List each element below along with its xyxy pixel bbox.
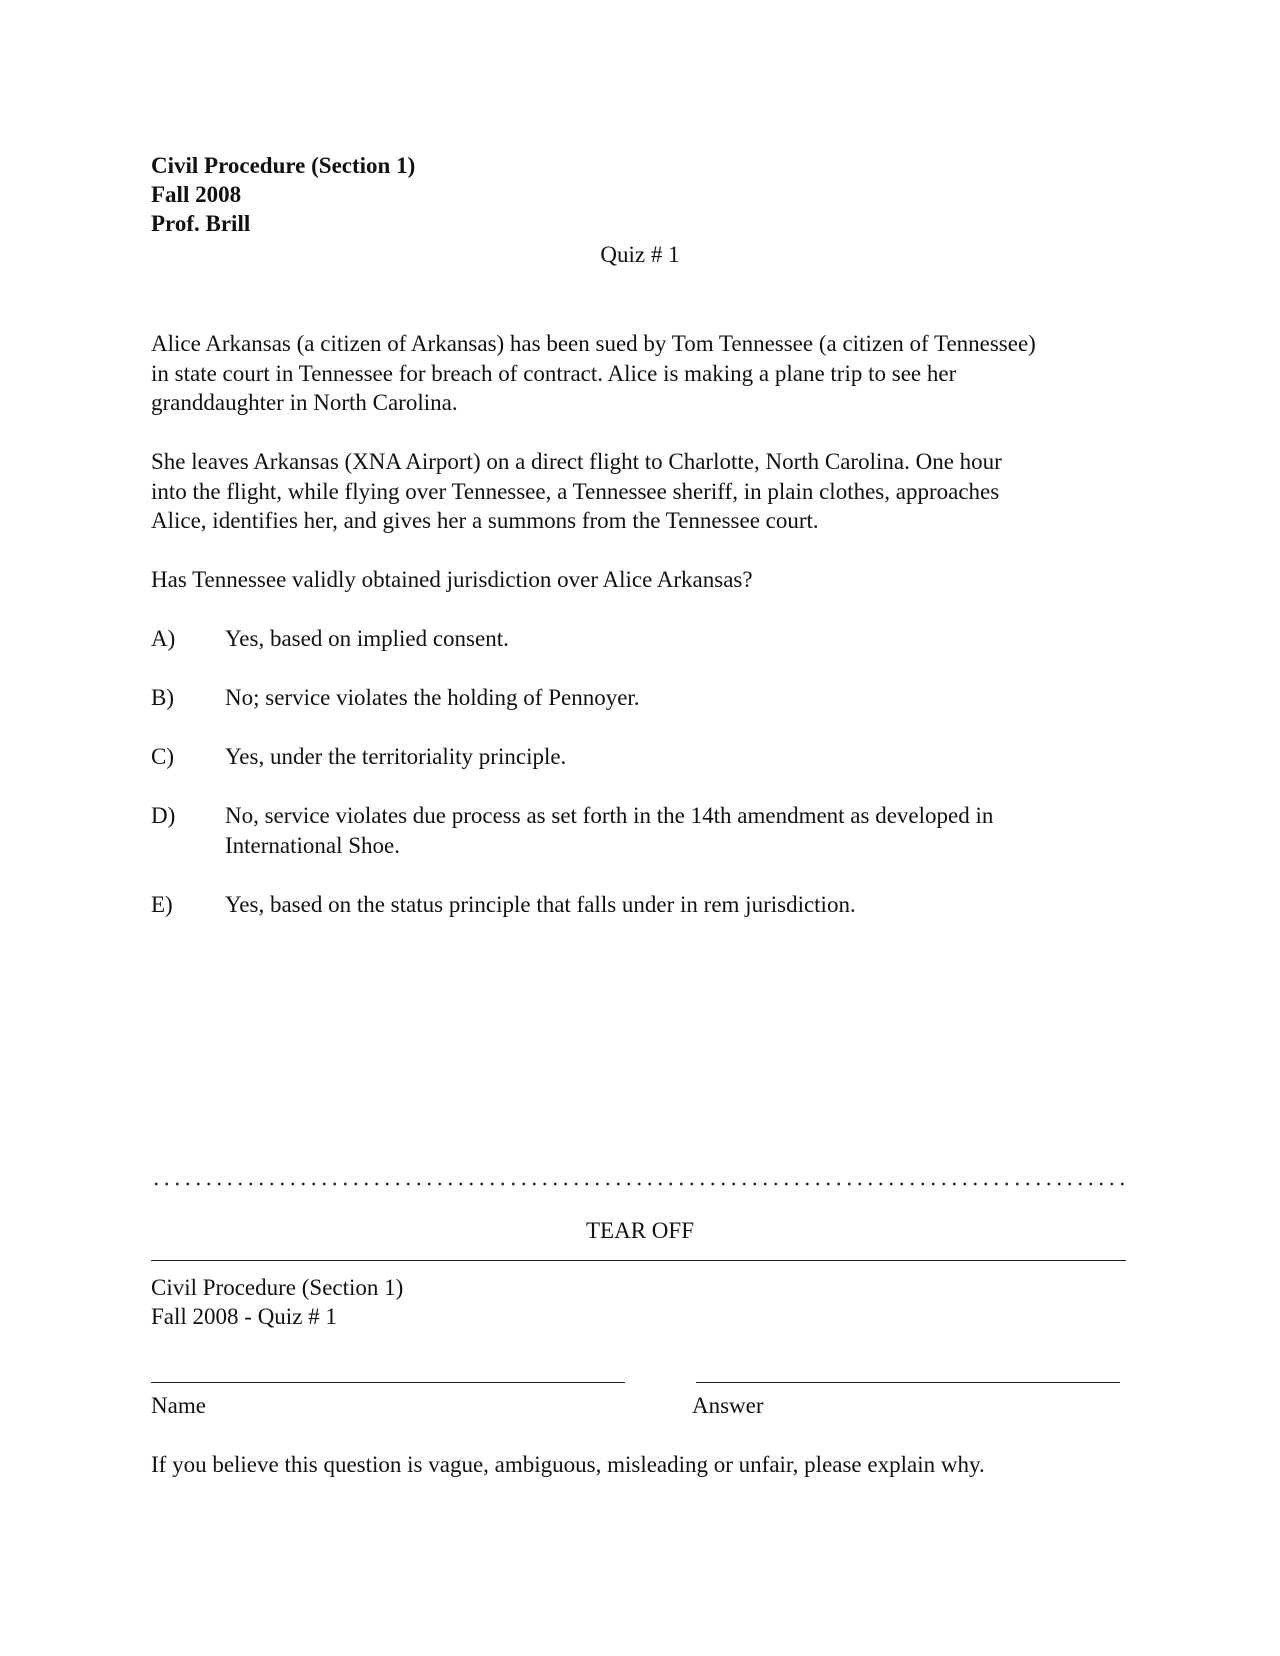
- option-line: Yes, based on implied consent.: [225, 626, 509, 651]
- option-a-letter: A): [151, 626, 176, 651]
- option-line: Yes, under the territoriality principle.: [225, 744, 567, 769]
- tear-off-course: Civil Procedure (Section 1): [151, 1275, 404, 1300]
- option-e-text: [225, 890, 1145, 920]
- option-line: International Shoe.: [225, 832, 401, 858]
- option-d-text: [225, 801, 1145, 860]
- question-line: Has Tennessee validly obtained jurisdiction over Alice Arkansas?: [151, 567, 753, 592]
- paragraph-line: into the flight, while flying over Tennessee, a Tennessee sheriff, in plain clothes, approaches: [151, 478, 1000, 504]
- option-line: No; service violates the holding of Pennoyer.: [225, 685, 640, 710]
- tear-off-term-quiz: Fall 2008 - Quiz # 1: [151, 1304, 337, 1329]
- option-c-text: [225, 742, 1145, 772]
- option-a-text: [225, 624, 1145, 654]
- feedback-note: If you believe this question is vague, ambiguous, misleading or unfair, please explain why.: [151, 1452, 985, 1477]
- paragraph-line: Alice, identifies her, and gives her a summons from the Tennessee court.: [151, 508, 819, 533]
- term: Fall 2008: [151, 182, 242, 207]
- paragraph-line: Alice Arkansas (a citizen of Arkansas) has been sued by Tom Tennessee (a citizen of Tennessee): [151, 331, 1036, 356]
- paragraph-line: granddaughter in North Carolina.: [151, 390, 458, 415]
- option-b-text: [225, 683, 1145, 713]
- tear-off-label: TEAR OFF: [586, 1218, 694, 1243]
- question-text: [151, 565, 1141, 595]
- option-c-letter: C): [151, 744, 174, 769]
- option-d-letter: D): [151, 803, 176, 828]
- option-line: Yes, based on the status principle that falls under in rem jurisdiction.: [225, 892, 856, 917]
- fact-paragraph-2: [151, 447, 1141, 536]
- professor: Prof. Brill: [151, 211, 251, 236]
- name-line[interactable]: [151, 1382, 625, 1383]
- name-label: Name: [151, 1393, 206, 1418]
- option-e-letter: E): [151, 892, 173, 917]
- course-title: Civil Procedure (Section 1): [151, 153, 416, 178]
- paragraph-line: She leaves Arkansas (XNA Airport) on a direct flight to Charlotte, North Carolina. One hour: [151, 449, 1002, 474]
- paragraph-line: in state court in Tennessee for breach of contract. Alice is making a plane trip to see her: [151, 360, 957, 386]
- answer-label: Answer: [692, 1393, 764, 1418]
- option-line: No, service violates due process as set forth in the 14th amendment as developed in: [225, 803, 994, 828]
- tear-off-dotted-line: [151, 1182, 1126, 1186]
- option-b-letter: B): [151, 685, 174, 710]
- tear-off-rule: [151, 1260, 1126, 1261]
- fact-paragraph-1: [151, 329, 1141, 418]
- answer-line[interactable]: [696, 1382, 1120, 1383]
- quiz-title: Quiz # 1: [600, 242, 680, 267]
